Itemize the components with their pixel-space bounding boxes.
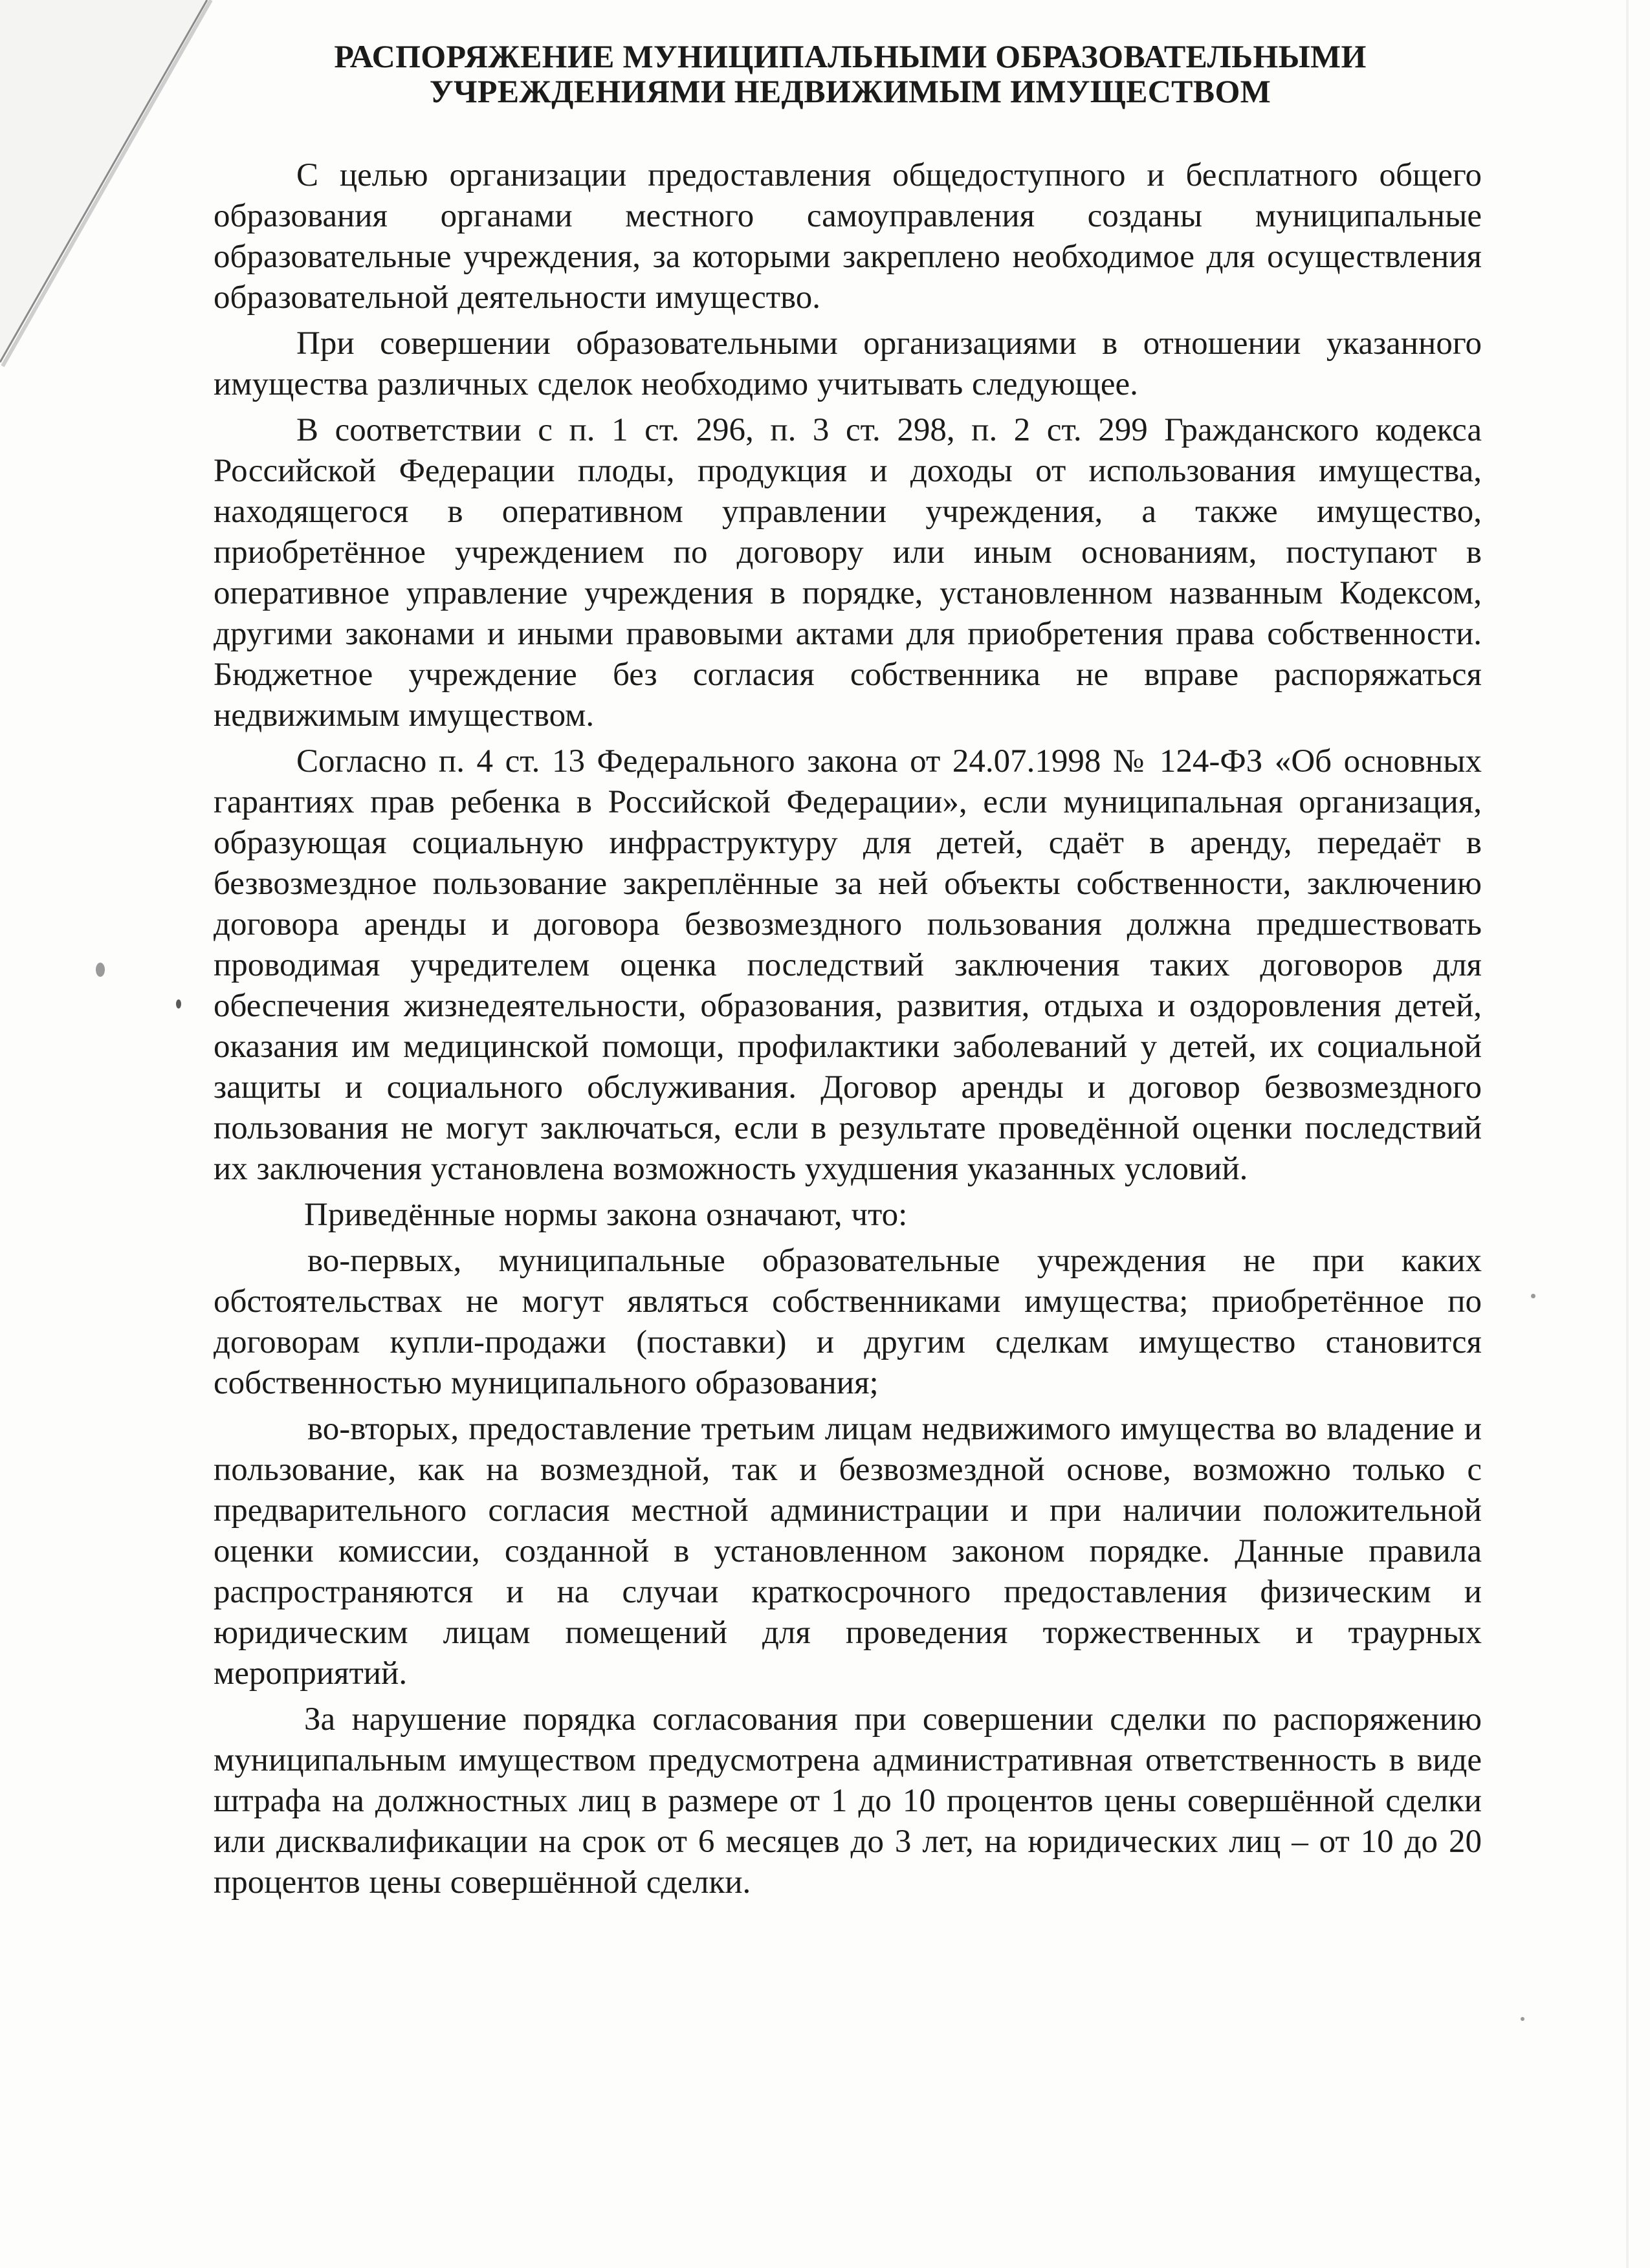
title-line-1: РАСПОРЯЖЕНИЕ МУНИЦИПАЛЬНЫМИ ОБРАЗОВАТЕЛЬНЫМИ — [334, 38, 1367, 74]
scan-speck — [1521, 2017, 1524, 2021]
paragraph-liability: За нарушение порядка согласования при совершении сделки по распоряжению муниципальным имуществом предусмотрена административная ответственность в виде штрафа на должностных лиц в размере от 1 до 10 процентов цены совершённой сделки или дисквалификации на срок от 6 месяцев до 3 лет, на юридических лиц – от 10 до 20 процентов цены совершённой сделки. — [214, 1701, 1482, 1901]
title-line-2: УЧРЕЖДЕНИЯМИ НЕДВИЖИМЫМ ИМУЩЕСТВОМ — [429, 73, 1271, 109]
document-title — [214, 39, 1482, 109]
paragraph-purpose: С целью организации предоставления общедоступного и бесплатного общего образования органами местного самоуправления созданы муниципальные образовательные учреждения, за которыми закреплено необходимое для осуществления образовательной деятельности имущество. — [214, 157, 1482, 316]
scan-speck — [96, 963, 105, 977]
scan-speck — [1531, 1294, 1535, 1298]
paragraph-secondly: во-вторых, предоставление третьим лицам недвижимого имущества во владение и пользование, как на возмездной, так и безвозмездной основе, возможно только с предварительного согласия местной администрации и при наличии положительной оценки комиссии, созданной в установленном законом порядке. Данные правила распространяются и на случаи краткосрочного предоставления физическим и юридическим лицам помещений для проведения торжественных и траурных мероприятий. — [214, 1411, 1482, 1692]
paragraph-federal-law: Согласно п. 4 ст. 13 Федерального закона от 24.07.1998 № 124-ФЗ «Об основных гарантиях прав ребенка в Российской Федерации», если муниципальная организация, образующая социальную инфраструктуру для детей, сдаёт в аренду, передаёт в безвозмездное пользование закреплённые за ней объекты собственности, заключению договора аренды и договора безвозмездного пользования должна предшествовать проводимая учредителем оценка последствий заключения таких договоров для обеспечения жизнедеятельности, образования, развития, отдыха и оздоровления детей, оказания им медицинской помощи, профилактики заболеваний у детей, их социальной защиты и социального обслуживания. Договор аренды и договор безвозмездного пользования не могут заключаться, если в результате проведённой оценки последствий их заключения установлена возможность ухудшения указанных условий. — [214, 743, 1482, 1187]
scan-speck — [176, 999, 181, 1009]
paragraph-norms-mean: Приведённые нормы закона означают, что: — [304, 1197, 908, 1233]
paragraph-transactions: При совершении образовательными организациями в отношении указанного имущества различных сделок необходимо учитывать следующее. — [214, 325, 1482, 402]
paragraph-civil-code: В соответствии с п. 1 ст. 296, п. 3 ст. 298, п. 2 ст. 299 Гражданского кодекса Российской Федерации плоды, продукция и доходы от использования имущества, находящегося в оперативном управлении учреждения, а также имущество, приобретённое учреждением по договору или иным основаниям, поступают в оперативное управление учреждения в порядке, установленном названным Кодексом, другими законами и иными правовыми актами для приобретения права собственности. Бюджетное учреждение без согласия собственника не вправе распоряжаться недвижимым имуществом. — [214, 412, 1482, 734]
paragraph-firstly: во-первых, муниципальные образовательные учреждения не при каких обстоятельствах не могут являться собственниками имущества; приобретённое по договорам купли-продажи (поставки) и другим сделкам имущество становится собственностью муниципального образования; — [214, 1243, 1482, 1401]
document-body — [214, 39, 1482, 1903]
